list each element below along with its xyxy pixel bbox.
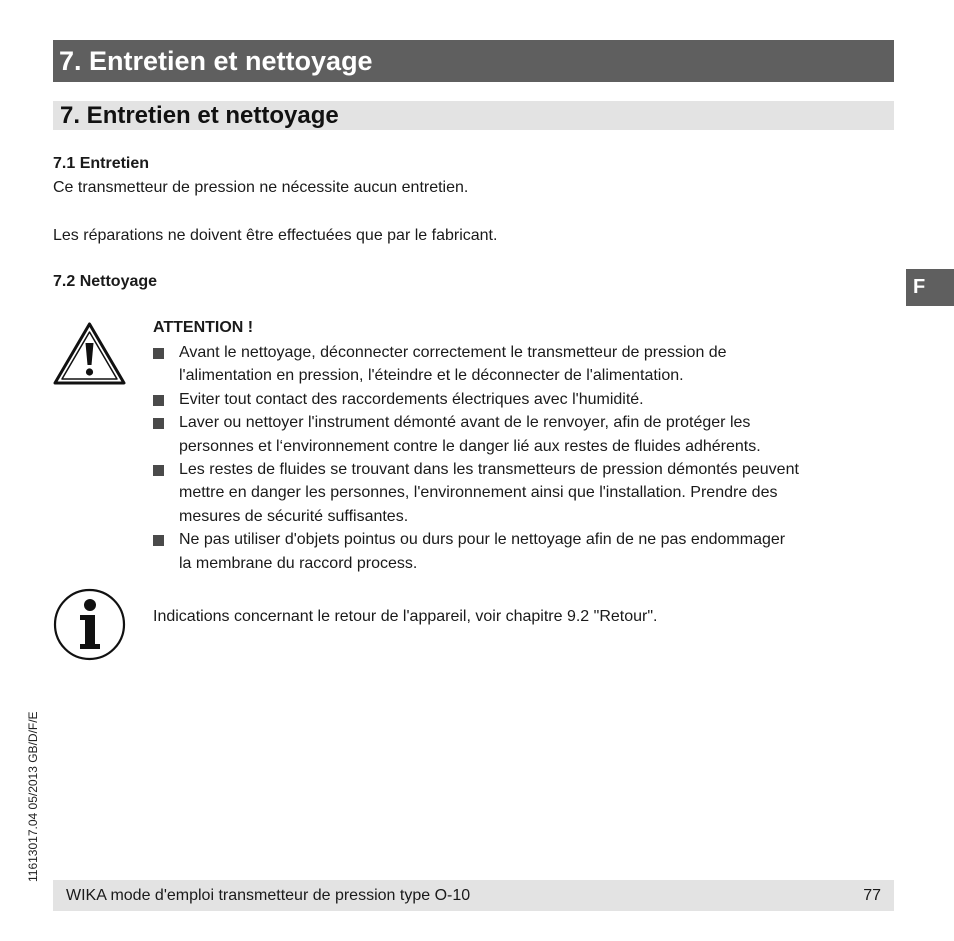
chapter-title: 7. Entretien et nettoyage [59,46,373,76]
list-item [153,341,898,388]
section-header [53,101,894,130]
warning-triangle-icon [53,321,126,385]
bullet-square-icon [153,535,164,546]
list-item-line: Les restes de fluides se trouvant dans les transmetteurs de pression démontés peuvent [179,461,799,479]
list-item-line: l'alimentation en pression, l'éteindre et le déconnecter de l'alimentation. [179,367,684,385]
bullet-square-icon [153,465,164,476]
list-item-line: mesures de sécurité suffisantes. [179,507,409,525]
list-item [153,388,898,411]
document-code: 11613017.04 05/2013 GB/D/F/E [26,711,40,882]
nettoyage-heading: 7.2 Nettoyage [53,273,158,290]
page-number: 77 [863,887,881,904]
bullet-square-icon [153,418,164,429]
chapter-header [53,40,894,82]
list-item-line: mettre en danger les personnes, l'environnement ainsi que l'installation. Prendre des [179,484,778,502]
attention-label: ATTENTION ! [153,319,254,336]
list-item-line: Avant le nettoyage, déconnecter correctement le transmetteur de pression de [179,344,727,361]
page-footer [53,880,894,911]
list-item-line: la membrane du raccord process. [179,554,418,572]
cleaning-warnings-list [153,341,898,575]
list-item [153,528,898,575]
footer-text: WIKA mode d'emploi transmetteur de pression type O-10 [66,887,471,904]
section-title: 7. Entretien et nettoyage [60,102,339,129]
language-tab-label: F [913,276,926,298]
bullet-square-icon [153,348,164,359]
list-item [153,458,898,528]
entretien-heading: 7.1 Entretien [53,155,150,172]
list-item-line: personnes et l‘environnement contre le danger lié aux restes de fluides adhérents. [179,437,761,455]
list-item-line: Eviter tout contact des raccordements électriques avec l'humidité. [179,390,644,408]
list-item [153,411,898,458]
list-item-line: Laver ou nettoyer l'instrument démonté avant de le renvoyer, afin de protéger les [179,414,751,432]
list-item-line: Ne pas utiliser d'objets pointus ou durs pour le nettoyage afin de ne pas endommager [179,531,786,549]
entretien-text-1: Ce transmetteur de pression ne nécessite aucun entretien. [53,179,469,196]
entretien-text-2: Les réparations ne doivent être effectuées que par le fabricant. [53,227,498,244]
language-tab [906,269,954,306]
bullet-square-icon [153,395,164,406]
return-info-text: Indications concernant le retour de l'appareil, voir chapitre 9.2 "Retour". [153,608,658,625]
info-icon [53,588,126,661]
